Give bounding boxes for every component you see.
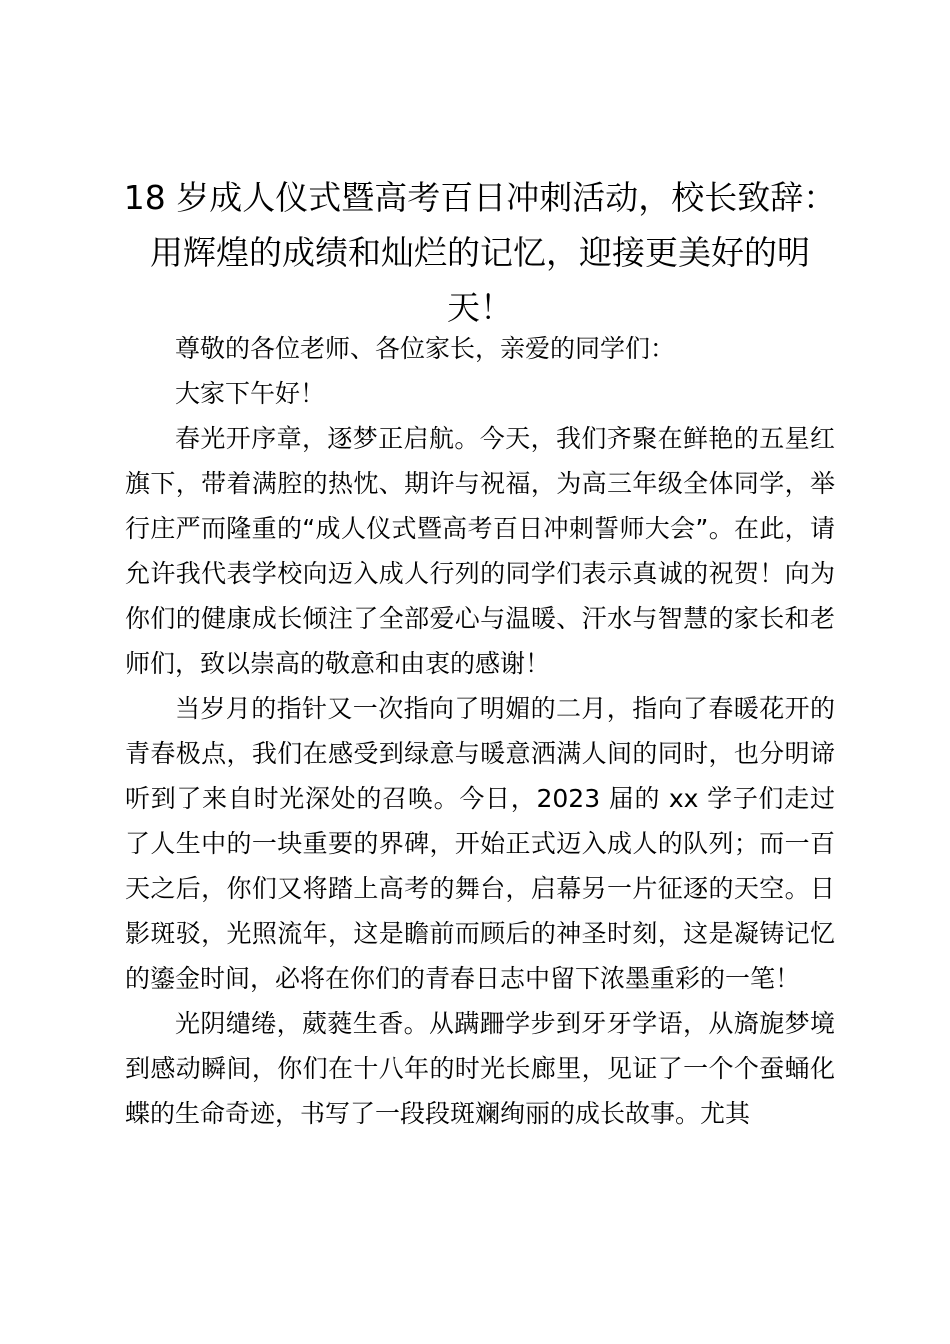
body-paragraph: 当岁月的指针又一次指向了明媚的二月，指向了春暖花开的青春极点，我们在感受到绿意与暖意洒满人间的同时，也分明谛听到了来自时光深处的召唤。今日，2023 届的 xx 学子们走过了人生中的一块重要的界碑，开始正式迈入成人的队列；而一百天之后，你们又将踏上高考的舞台，启幕另一片征逐的天空。日影斑驳，光照流年，这是瞻前而顾后的神圣时刻，这是凝铸记忆的鎏金时间，必将在你们的青春日志中留下浓墨重彩的一笔！ (125, 694, 835, 993)
body-paragraph: 春光开序章，逐梦正启航。今天，我们齐聚在鲜艳的五星红旗下，带着满腔的热忱、期许与祝福，为高三年级全体同学，举行庄严而隆重的“成人仪式暨高考百日冲刺誓师大会”。在此，请允许我代表学校向迈入成人行列的同学们表示真诚的祝贺！向为你们的健康成长倾注了全部爱心与温暖、汗水与智慧的家长和老师们，致以崇高的敬意和由衷的感谢！ (125, 424, 835, 678)
document-title: 18 岁成人仪式暨高考百日冲刺活动，校长致辞：用辉煌的成绩和灿烂的记忆，迎接更美好的明天！ (123, 178, 837, 327)
greeting: 大家下午好！ (175, 379, 326, 408)
document-body (125, 326, 835, 1136)
salutation: 尊敬的各位老师、各位家长，亲爱的同学们： (175, 334, 676, 363)
body-paragraph: 光阴缱绻，葳蕤生香。从蹒跚学步到牙牙学语，从旖旎梦境到感动瞬间，你们在十八年的时光长廊里，见证了一个个蚕蛹化蝶的生命奇迹，书写了一段段斑斓绚丽的成长故事。尤其 (125, 1009, 835, 1128)
